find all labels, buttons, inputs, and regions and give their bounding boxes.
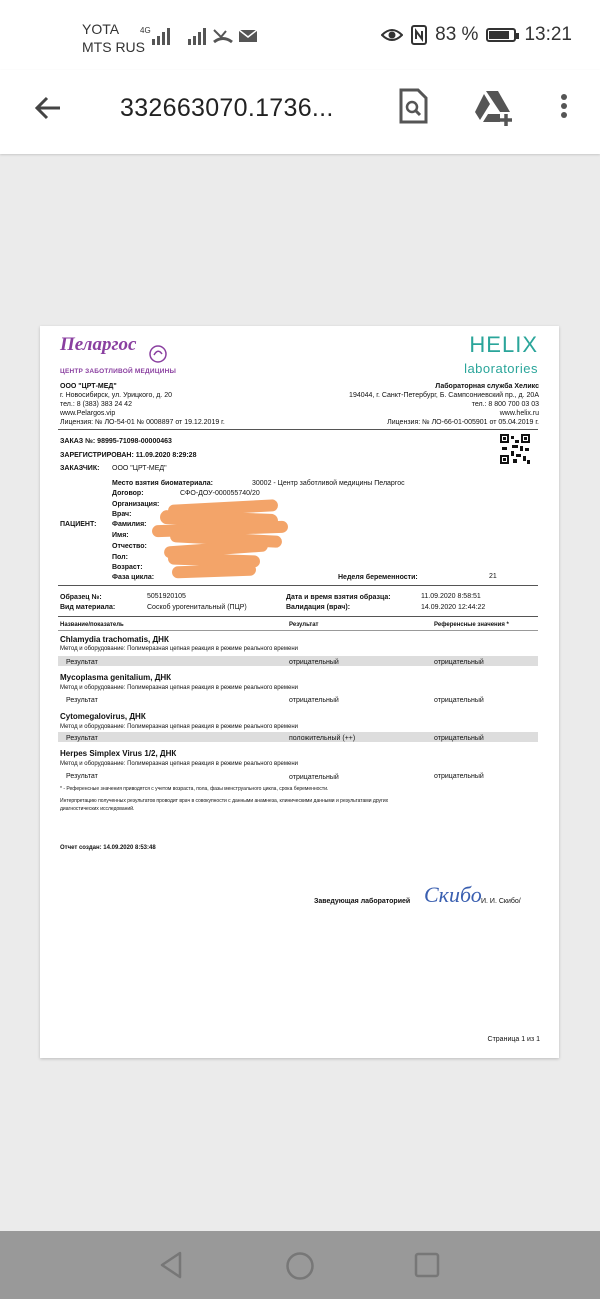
result-label: Результат (66, 659, 98, 666)
footnote: Интерпретацию полученных результатов проводит врач в совокупности с данными анамнеза, клиническими данными и результатами других (60, 798, 389, 804)
carrier-1: YOTA (82, 21, 120, 37)
ref-value: отрицательный (434, 773, 484, 780)
pelargos-logo: Пеларгос (60, 334, 137, 355)
right-org-line: тел.: 8 800 700 03 03 (471, 401, 539, 408)
arrow-back-icon[interactable] (30, 90, 66, 126)
patient-field: Фаза цикла: (112, 574, 155, 581)
sample-label: Образец №: (60, 594, 102, 601)
sample-value: 5051920105 (147, 593, 186, 600)
result-label: Результат (66, 735, 98, 742)
carrier-2: MTS RUS (82, 39, 145, 55)
right-org-line: www.helix.ru (499, 410, 539, 417)
right-org-line: 194044, г. Санкт-Петербург, Б. Сампсониевский пр., д. 20А (349, 392, 539, 399)
taken-label: Дата и время взятия образца: (286, 594, 391, 601)
footnote: * - Референсные значения приводятся с учетом возраста, пола, фазы менструального цикла, срока беременности. (60, 786, 329, 792)
patient-field: Врач: (112, 511, 132, 518)
col-header-result: Результат (289, 622, 319, 628)
ref-value: отрицательный (434, 697, 484, 704)
mail-icon (238, 26, 258, 46)
customer-value: ООО "ЦРТ-МЕД" (112, 465, 167, 472)
contract-label: Договор: (112, 490, 144, 497)
patient-field: Пол: (112, 554, 128, 561)
test-name: Chlamydia trachomatis, ДНК (60, 635, 169, 644)
right-org-name: Лабораторная служба Хеликс (435, 383, 539, 390)
qr-code-icon (500, 434, 530, 464)
page-number: Страница 1 из 1 (487, 1036, 540, 1043)
head-label: Заведующая лабораторией (314, 898, 411, 905)
left-org-line: Лицензия: № ЛО-54-01 № 0008897 от 19.12.2019 г. (60, 419, 225, 426)
signal-icon (186, 26, 208, 46)
status-right (381, 24, 572, 46)
patient-field: Отчество: (112, 543, 147, 550)
test-name: Mycoplasma genitalium, ДНК (60, 673, 172, 682)
patient-field: Имя: (112, 532, 129, 539)
test-method: Метод и оборудование: Полимеразная цепная реакция в режиме реального времени (60, 685, 298, 691)
registered-date: ЗАРЕГИСТРИРОВАН: 11.09.2020 8:29:28 (60, 452, 197, 459)
more-vert-icon[interactable] (554, 88, 574, 126)
nav-recents-icon[interactable] (414, 1251, 440, 1279)
patient-field: Возраст: (112, 564, 143, 571)
left-org-line: www.Pelargos.vip (60, 410, 116, 417)
place-label: Место взятия биоматериала: (112, 480, 213, 487)
nav-home-icon[interactable] (285, 1251, 315, 1281)
result-value: положительный (++) (289, 735, 356, 742)
result-label: Результат (66, 773, 98, 780)
place-value: 30002 - Центр заботливой медицины Пеларгос (252, 480, 405, 487)
nav-back-icon[interactable] (158, 1251, 184, 1279)
taken-value: 11.09.2020 8:58:51 (421, 593, 481, 600)
pregnancy-value: 21 (489, 573, 497, 580)
left-org-line: г. Новосибирск, ул. Урицкого, д. 20 (60, 392, 172, 399)
result-label: Результат (66, 697, 98, 704)
col-header-ref: Референсные значения * (434, 622, 509, 628)
drive-add-icon[interactable] (474, 88, 514, 126)
app-bar (0, 70, 600, 154)
clock: 13:21 (524, 24, 572, 45)
test-name: Cytomegalovirus, ДНК (60, 712, 146, 721)
divider (58, 429, 538, 430)
ref-value: отрицательный (434, 735, 484, 742)
test-method: Метод и оборудование: Полимеразная цепная реакция в режиме реального времени (60, 761, 298, 767)
patient-field: Фамилия: (112, 521, 147, 528)
battery-icon (486, 28, 516, 42)
signature: Скибо (424, 882, 482, 907)
material-value: Соскоб урогенитальный (ПЦР) (147, 604, 247, 611)
divider (58, 585, 538, 586)
col-header-name: Название/показатель (60, 622, 124, 628)
test-method: Метод и оборудование: Полимеразная цепная реакция в режиме реального времени (60, 724, 298, 730)
contract-value: СФО-ДОУ-000055740/20 (180, 490, 260, 497)
validation-value: 14.09.2020 12:44:22 (421, 604, 486, 611)
patient-field: Организация: (112, 501, 160, 508)
customer-label: ЗАКАЗЧИК: (60, 465, 100, 472)
navigation-bar (0, 1231, 600, 1299)
ref-value: отрицательный (434, 659, 484, 666)
battery-percent: 83 % (435, 24, 479, 45)
redaction-mark (172, 564, 256, 579)
nfc-icon (411, 25, 427, 45)
network-type: 4G (140, 26, 151, 35)
pdf-page[interactable] (40, 326, 559, 1058)
document-title: 332663070.1736... (120, 94, 334, 122)
document-search-icon[interactable] (396, 88, 430, 126)
left-org-name: ООО "ЦРТ-МЕД" (60, 383, 117, 390)
material-label: Вид материала: (60, 604, 116, 611)
result-value: отрицательный (289, 697, 339, 704)
pelargos-stork-icon (148, 342, 168, 364)
test-method: Метод и оборудование: Полимеразная цепная реакция в режиме реального времени (60, 646, 298, 652)
pelargos-subtitle: ЦЕНТР ЗАБОТЛИВОЙ МЕДИЦИНЫ (60, 368, 177, 375)
helix-logo: HELIX (469, 332, 538, 357)
left-org-line: тел.: 8 (383) 383 24 42 (60, 401, 132, 408)
helix-subtitle: laboratories (464, 361, 538, 376)
carrier-info (82, 20, 145, 56)
divider (58, 616, 538, 617)
result-value: отрицательный (289, 659, 339, 666)
report-created: Отчет создан: 14.09.2020 8:53:48 (60, 845, 156, 851)
signal-icon (150, 26, 172, 46)
right-org-line: Лицензия: № ЛО-66-01-005901 от 05.04.2019 г. (387, 419, 539, 426)
missed-call-icon (212, 26, 234, 46)
pregnancy-label: Неделя беременности: (338, 574, 418, 581)
divider (58, 630, 538, 631)
patient-label: ПАЦИЕНТ: (60, 521, 97, 528)
eye-icon (381, 27, 403, 43)
status-bar (0, 0, 600, 70)
validation-label: Валидация (врач): (286, 604, 351, 611)
test-name: Herpes Simplex Virus 1/2, ДНК (60, 749, 177, 758)
head-name: И. И. Скибо/ (481, 898, 521, 905)
footnote: диагностических исследований. (60, 806, 135, 812)
order-number: ЗАКАЗ №: 98995-71098-00000463 (60, 438, 172, 445)
result-value: отрицательный (289, 774, 339, 781)
